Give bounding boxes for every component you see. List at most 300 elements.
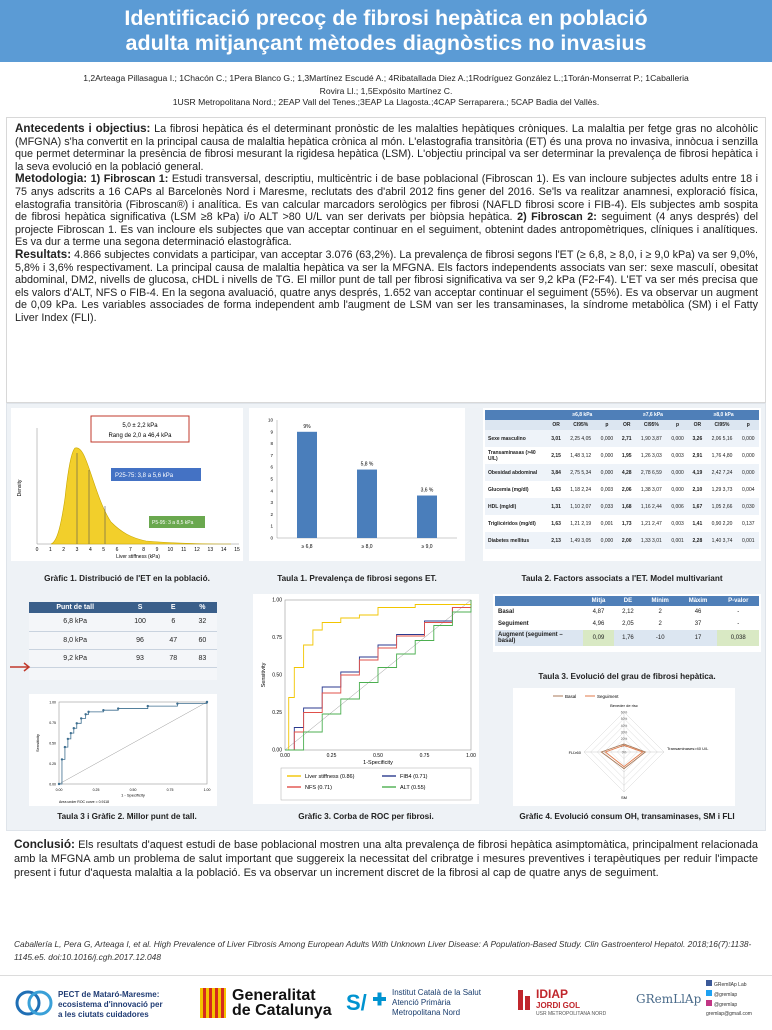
taula2-cell: 0,000 bbox=[671, 469, 684, 476]
taula2-row bbox=[485, 481, 759, 498]
roc-legend-box bbox=[281, 768, 471, 800]
roc-point bbox=[117, 707, 119, 709]
title-line-1: Identificació precoç de fibrosi hepàtica en població bbox=[124, 6, 648, 30]
taula4-header-5: P-valor bbox=[728, 598, 749, 604]
roc-point bbox=[87, 711, 89, 713]
taula2-cell: 1,95 bbox=[621, 452, 632, 459]
taula2-row-label: Glucemia (mg/dl) bbox=[488, 486, 529, 493]
taula2-cell: 1,48 3,12 bbox=[570, 452, 592, 459]
taula2-cell: 1,26 3,03 bbox=[640, 452, 662, 459]
taula4-header-4: Màxim bbox=[688, 598, 708, 604]
graf2-panel bbox=[29, 694, 217, 806]
roc-y-label: Sensitivity bbox=[261, 662, 267, 688]
taula2-sub-ci: CI95% bbox=[573, 422, 589, 428]
taula2-cell: 1,67 bbox=[692, 503, 703, 510]
roc-y-tick: 0.75 bbox=[272, 635, 282, 641]
taula4-cell: 2,12 bbox=[622, 609, 634, 615]
taula2-cell: 1,38 3,07 bbox=[640, 486, 662, 493]
bar-y-tick: 1 bbox=[270, 523, 273, 529]
bar-y-tick: 0 bbox=[270, 535, 273, 541]
taula2-caption: Taula 2. Factors associats a l'ET. Model multivariant bbox=[521, 574, 723, 583]
taula3-body bbox=[29, 613, 217, 667]
bar-data-label: 9% bbox=[303, 423, 311, 430]
graf1-x-tick: 10 bbox=[167, 547, 174, 553]
graf1-x-tick: 1 bbox=[48, 547, 52, 553]
roc-reference-line bbox=[59, 702, 207, 784]
taula2-cell: 1,73 bbox=[621, 520, 632, 527]
graf1-box-line2: Rang de 2,0 a 46,4 kPa bbox=[108, 433, 172, 439]
taula2-row bbox=[485, 532, 759, 549]
graf1-panel bbox=[11, 408, 243, 561]
twitter-icon bbox=[706, 990, 712, 996]
pect-line-3: a les ciutats cuidadores bbox=[58, 1010, 149, 1019]
graf1-x-tick: 14 bbox=[220, 547, 227, 553]
taula2-cell: 1,16 2,44 bbox=[640, 503, 662, 510]
taula2-cell: 1,63 bbox=[551, 520, 561, 527]
taula3-cell: 96 bbox=[136, 636, 144, 644]
taula2-sub-ci: CI95% bbox=[643, 422, 659, 428]
graf1-p25-label: P25-75: 3,8 a 5,6 kPa bbox=[115, 473, 174, 479]
taula2-cell: 0,000 bbox=[600, 452, 614, 459]
taula3-panel bbox=[29, 602, 217, 680]
roc-legend-label: NFS (0.71) bbox=[305, 785, 332, 791]
conclusion-text: Els resultats d'aquest estudi de base poblacional mostren una alta prevalença de fibrosi hepàtica asimptomàtica, principalment relacionada amb la MFGNA amb un problema de salut important que suggereix la necessitat del cribratge i mesures preventives i terapèutiques per reduir l'impacte present i futur d'aquesta malaltia a la població. Es va observar un increment discret de la fibrosi al cap de quatre anys de seguiment. bbox=[14, 839, 758, 879]
bar bbox=[297, 432, 317, 538]
graf1-x-tick: 7 bbox=[128, 547, 132, 553]
taula4-caption: Taula 3. Evolució del grau de fibrosi hepàtica. bbox=[538, 672, 716, 681]
roc-legend-label: Liver stiffness (0.86) bbox=[305, 774, 355, 780]
roc-point bbox=[67, 738, 69, 740]
taula4-row bbox=[495, 618, 759, 630]
taula2-cell: 2,06 bbox=[621, 486, 632, 493]
taula2-cell: 0,000 bbox=[671, 435, 684, 442]
title-line-2: adulta mitjançant mètodes diagnòstics no invasius bbox=[125, 31, 647, 55]
taula2-sub-or: OR bbox=[552, 422, 560, 428]
taula4-header-1: Mitja bbox=[591, 598, 606, 604]
taula2-cell: 2,00 bbox=[621, 537, 632, 544]
idiap-logo-text bbox=[536, 988, 606, 1019]
roc-x-label: 1-Specificity bbox=[363, 760, 393, 766]
taula2-cell: 1,21 2,47 bbox=[640, 520, 662, 527]
taula2-sub-or: OR bbox=[622, 422, 631, 428]
taula2-cell: 2,25 4,05 bbox=[570, 435, 592, 442]
graf1-y-label: Density bbox=[17, 479, 23, 497]
graf3-caption: Gràfic 3. Corba de ROC per fibrosi. bbox=[298, 812, 434, 821]
taula3-table bbox=[29, 602, 217, 668]
poster-header bbox=[0, 0, 772, 62]
taula2-cell: 4,19 bbox=[692, 469, 703, 476]
taula4-cell: -10 bbox=[655, 635, 665, 641]
graf3-roc-chart bbox=[253, 594, 479, 804]
taula2-cell: 0,137 bbox=[742, 520, 755, 527]
graf1-x-tick: 2 bbox=[62, 547, 66, 553]
graf4-caption: Gràfic 4. Evolució consum OH, transaminases, SM i FLI bbox=[519, 812, 735, 821]
roc-y-tick: 0.00 bbox=[272, 747, 282, 754]
svg-text:S/: S/ bbox=[346, 990, 367, 1015]
graf1-x-label: Liver stiffness (kPa) bbox=[116, 554, 160, 560]
authors-line-2: Rovira Ll.; 1,5Expósito Martínez C. bbox=[319, 85, 453, 96]
facebook-icon bbox=[706, 980, 712, 986]
ics-logo-icon bbox=[346, 988, 388, 1016]
taula3-cell: 8,0 kPa bbox=[63, 636, 88, 644]
taula2-sub-corner bbox=[485, 420, 547, 430]
radar-ring-label: 50% bbox=[620, 717, 628, 722]
roc-y-tick: 0.25 bbox=[49, 762, 56, 766]
idiap-line-3: USR METROPOLITANA NORD bbox=[536, 1011, 607, 1017]
social-email[interactable]: gremlap@gmail.com bbox=[706, 1011, 752, 1017]
pect-logo-text bbox=[58, 990, 163, 1020]
taula2-cell: 1,21 2,19 bbox=[570, 520, 592, 527]
graf1-x-ticks bbox=[36, 547, 240, 553]
taula2-cell: 1,31 bbox=[551, 503, 561, 510]
taula3-header-row bbox=[29, 602, 217, 613]
roc-legend-label: ALT (0.55) bbox=[400, 785, 426, 791]
taula2-cell: 1,90 3,87 bbox=[640, 435, 662, 442]
roc-x-tick: 1.00 bbox=[466, 753, 476, 759]
graf1-x-tick: 9 bbox=[155, 547, 159, 553]
taula2-cell: 0,000 bbox=[600, 469, 614, 476]
taula2-cell: 0,003 bbox=[671, 452, 684, 459]
taula2-group-2: ≥7,6 kPa bbox=[642, 412, 663, 418]
taula3-row bbox=[29, 649, 217, 667]
taula2-cell: 0,000 bbox=[742, 435, 755, 442]
taula4-panel bbox=[493, 594, 761, 652]
taula2-row bbox=[485, 515, 759, 532]
graf1-caption: Gràfic 1. Distribució de l'ET en la població. bbox=[44, 574, 210, 583]
roc-point bbox=[206, 701, 208, 703]
roc-x-tick: 0.25 bbox=[326, 753, 337, 759]
roc-y-tick: 0.00 bbox=[49, 782, 56, 787]
taula2-cell: 0,001 bbox=[671, 537, 684, 544]
methods-paragraph bbox=[15, 173, 758, 249]
taula4-cell: - bbox=[737, 621, 740, 627]
bar-y-tick: 4 bbox=[270, 488, 273, 494]
roc-x-tick: 0.00 bbox=[55, 788, 63, 792]
taula3-cell: 32 bbox=[198, 618, 207, 626]
taula2-cell: 1,41 bbox=[692, 520, 703, 527]
taula3-cell: 6 bbox=[171, 618, 176, 626]
graf1-x-tick: 4 bbox=[88, 547, 92, 553]
taula2-cell: 0,030 bbox=[742, 503, 755, 510]
taula2-cell: 3,01 bbox=[551, 435, 561, 442]
radar-legend-label: Basal bbox=[565, 694, 577, 699]
taula2-cell: 2,13 bbox=[551, 537, 561, 544]
taula3-cell: 47 bbox=[169, 636, 178, 644]
roc-x-tick: 0.00 bbox=[280, 753, 290, 759]
pect-line-1: PECT de Mataró-Maresme: bbox=[58, 990, 160, 999]
roc-point bbox=[61, 758, 63, 760]
taula2-cell: 2,10 bbox=[692, 486, 703, 493]
taula2-cell: 3,26 bbox=[692, 435, 703, 442]
authors-line-1: 1,2Arteaga Pillasagua I.; 1Chacón C.; 1Pera Blanco G.; 1,3Martínez Escudé A.; 4Ribatallada Diez A.;1Rodríguez González L.;1Torán-Monserrat P.; 1Caballeria bbox=[83, 73, 689, 83]
radar-axis-label: Beveder de risc bbox=[610, 703, 638, 708]
taula2-cell: 0,001 bbox=[742, 537, 755, 544]
graf1-box-line1: 5,0 ± 2,2 kPa bbox=[122, 423, 158, 429]
taula2-cell: 2,91 bbox=[692, 452, 703, 459]
radar-ring-label: 10% bbox=[620, 743, 628, 748]
taula4-cell: 46 bbox=[694, 609, 702, 615]
radar-ring-label: 30% bbox=[620, 730, 628, 735]
taula2-row-label: Diabetes mellitus bbox=[488, 537, 530, 544]
taula4-header-0 bbox=[495, 596, 583, 606]
roc-x-label: 1 - Specificity bbox=[121, 792, 145, 798]
ics-line-3: Metropolitana Nord bbox=[392, 1008, 461, 1017]
figures-area bbox=[6, 403, 766, 831]
graf1-x-tick: 13 bbox=[207, 547, 214, 553]
roc-x-tick: 0.25 bbox=[92, 788, 100, 792]
roc-point bbox=[73, 727, 75, 729]
ics-line-1: Institut Català de la Salut bbox=[392, 988, 481, 997]
taula2-sub-p: p bbox=[746, 422, 750, 428]
roc-point bbox=[76, 722, 78, 724]
methods-fibroscan1-heading: 1) Fibroscan 1: bbox=[87, 173, 169, 186]
roc-x-tick: 0.50 bbox=[129, 788, 137, 792]
taula2-panel bbox=[483, 408, 761, 561]
social-instagram[interactable]: @gremlap bbox=[706, 1000, 752, 1010]
graf1-x-tick: 15 bbox=[234, 547, 240, 553]
graf1-density-chart bbox=[11, 408, 243, 561]
taula3-header-s: S bbox=[137, 604, 143, 611]
poster-title bbox=[8, 6, 764, 56]
taula2-cell: 2,42 7,24 bbox=[711, 469, 733, 476]
bar-y-tick: 8 bbox=[270, 441, 273, 447]
abstract-box bbox=[6, 117, 766, 403]
taula2-row bbox=[485, 498, 759, 515]
generalitat-logo-text bbox=[232, 988, 332, 1018]
taula2-sub-or: OR bbox=[693, 422, 702, 428]
social-links bbox=[706, 980, 752, 1019]
roc-y-tick: 0.25 bbox=[272, 710, 282, 716]
taula2-cell: 2,71 bbox=[621, 435, 632, 442]
taula1-panel bbox=[249, 408, 465, 561]
taula4-header-2: DE bbox=[623, 598, 633, 604]
graf4-radar-chart bbox=[513, 688, 735, 806]
bar bbox=[417, 496, 437, 538]
bar-y-tick: 7 bbox=[270, 452, 273, 458]
idiap-line-1: IDIAP bbox=[536, 987, 569, 1001]
taula2-row bbox=[485, 464, 759, 481]
graf1-density-curve bbox=[51, 448, 231, 544]
taula2-cell: 2,75 5,34 bbox=[570, 469, 592, 476]
taula4-cell: - bbox=[737, 609, 740, 615]
taula4-cell: 1,76 bbox=[622, 635, 634, 641]
roc-point bbox=[58, 783, 60, 785]
taula4-cell: 4,87 bbox=[592, 609, 605, 615]
roc2-auc-note: Area under ROC curve = 0.9118 bbox=[59, 800, 110, 804]
radar-ring-label: 40% bbox=[620, 723, 628, 728]
taula2-row bbox=[485, 430, 759, 447]
generalitat-line-2: de Catalunya bbox=[232, 1002, 332, 1019]
taula2-row-label: HDL (mg/dl) bbox=[488, 503, 517, 510]
ics-logo bbox=[346, 988, 481, 1018]
roc-point bbox=[102, 709, 104, 711]
taula2-cell: 0,003 bbox=[671, 520, 684, 527]
roc-x-tick: 0.75 bbox=[419, 753, 430, 759]
gremlap-logo: GRemLlAp bbox=[636, 992, 702, 1006]
results-heading: Resultats: bbox=[15, 247, 72, 261]
roc-y-label: Sensitivity bbox=[35, 733, 40, 753]
graf1-p5-label: P5-95: 3 a 8,5 kPa bbox=[152, 520, 194, 526]
arrow-icon bbox=[9, 662, 31, 672]
taula3-cell: 6,8 kPa bbox=[63, 618, 88, 626]
graf1-x-tick: 6 bbox=[115, 547, 119, 553]
taula2-cell: 1,29 3,73 bbox=[711, 486, 733, 493]
conclusion-heading: Conclusió: bbox=[14, 837, 75, 851]
generalitat-flag-icon bbox=[200, 988, 226, 1018]
taula2-table bbox=[485, 410, 759, 549]
bar-category-label: ≥ 9,0 bbox=[421, 544, 433, 550]
taula3-row bbox=[29, 613, 217, 631]
radar-legend-label: Seguiment bbox=[597, 694, 619, 699]
radar-ring-label: 0% bbox=[621, 750, 627, 755]
taula2-row-label: Obesidad abdominal bbox=[488, 469, 538, 476]
bar-y-tick: 10 bbox=[267, 417, 273, 423]
idiap-logo-icon bbox=[518, 988, 532, 1012]
pect-logo-icon bbox=[14, 988, 54, 1018]
roc-legend-label: FIB4 (0.71) bbox=[400, 774, 428, 780]
taula2-sub-row bbox=[485, 420, 759, 430]
taula2-cell: 0,000 bbox=[671, 486, 684, 493]
generalitat-logo bbox=[200, 988, 332, 1018]
bar-y-tick: 3 bbox=[270, 500, 273, 506]
graf1-x-tick: 5 bbox=[102, 547, 106, 553]
generalitat-line-1: Generalitat bbox=[232, 987, 316, 1004]
taula2-cell: 1,49 3,05 bbox=[570, 537, 592, 544]
results-paragraph bbox=[15, 249, 758, 325]
roc-point bbox=[176, 702, 178, 704]
bar bbox=[357, 470, 377, 538]
radar-axis-label: FLI≥60 bbox=[568, 750, 581, 755]
taula2-cell: 2,15 bbox=[551, 452, 561, 459]
taula2-sub-ci: CI95% bbox=[714, 422, 730, 428]
taula2-cell: 0,000 bbox=[742, 452, 755, 459]
taula4-cell: Basal bbox=[498, 609, 515, 615]
taula2-cell: 1,18 2,24 bbox=[570, 486, 592, 493]
conclusion bbox=[6, 835, 766, 883]
taula2-cell: 1,10 2,07 bbox=[570, 503, 592, 510]
taula4-cell: 2 bbox=[658, 621, 662, 627]
taula2-cell: 0,006 bbox=[671, 503, 684, 510]
taula3-row bbox=[29, 631, 217, 649]
taula2-row-label: Transaminasas (>40 U/L) bbox=[488, 449, 536, 462]
bar-y-tick: 5 bbox=[270, 476, 273, 482]
radar-ring-label: 20% bbox=[620, 737, 628, 742]
idiap-logo bbox=[518, 988, 606, 1019]
roc-point bbox=[84, 713, 86, 715]
radar-axis-label: Transaminases>40 U/L bbox=[667, 746, 709, 751]
bar-category-label: ≥ 6,8 bbox=[301, 544, 313, 550]
pect-logo bbox=[14, 988, 163, 1020]
background-heading: Antecedents i objectius: bbox=[15, 122, 151, 135]
roc-y-tick: 0.75 bbox=[49, 721, 56, 725]
bar-category-label: ≥ 8,0 bbox=[361, 544, 373, 550]
roc-x-tick: 1.00 bbox=[203, 788, 211, 792]
taula2-cell: 0,90 2,20 bbox=[711, 520, 733, 527]
graf4-panel bbox=[513, 688, 735, 806]
pect-line-2: ecosistema d'innovació per bbox=[58, 1000, 163, 1009]
radar-ring-label: 60% bbox=[620, 710, 628, 715]
taula2-cell: 2,06 5,16 bbox=[711, 435, 733, 442]
graf1-x-tick: 0 bbox=[35, 547, 39, 553]
bar-data-label: 3,6 % bbox=[420, 487, 434, 494]
methods-fibroscan2-text: seguiment (4 anys després) del projecte Fibroscan 1. Es van incloure els subjectes que van acceptar continuar en el seguiment, obtenint dades antropomètriques, clíniques i analítiques. Es va dur a terme una segona determinació elastogràfica. bbox=[15, 211, 759, 249]
taula2-cell: 3,84 bbox=[551, 469, 561, 476]
taula4-cell: Augment (seguiment – basal) bbox=[498, 632, 563, 644]
footer-logos bbox=[0, 975, 772, 1030]
roc-x-tick: 0.75 bbox=[166, 788, 174, 792]
taula2-cell: 0,004 bbox=[742, 486, 755, 493]
background-paragraph bbox=[15, 123, 758, 173]
taula2-sub-p: p bbox=[676, 422, 680, 428]
taula3-header-cut: Punt de tall bbox=[56, 604, 95, 611]
taula4-cell: 4,96 bbox=[592, 621, 605, 627]
taula2-group-1: ≥6,8 kPa bbox=[572, 412, 593, 418]
roc-y-tick: 0.50 bbox=[272, 672, 282, 679]
taula2-sub-p: p bbox=[605, 422, 609, 428]
taula3-cell: 78 bbox=[169, 654, 178, 662]
taula4-cell: Seguiment bbox=[498, 621, 529, 627]
radar-axis-label: SM bbox=[621, 795, 627, 800]
taula2-row-label: Sexe masculino bbox=[488, 435, 526, 442]
graf3-panel bbox=[253, 594, 479, 804]
taula3-cell: 93 bbox=[136, 654, 144, 662]
bar-y-tick: 2 bbox=[270, 511, 273, 517]
bar-data-label: 5,8 % bbox=[360, 461, 374, 468]
bar-y-tick: 6 bbox=[270, 464, 273, 470]
roc-point bbox=[147, 705, 149, 707]
methods-fibroscan1-text: Estudi transversal, descriptiu, multicèntric i de base poblacional (Fibroscan 1). Es van incloure subjectes adults entre 18 i 75 anys adscrits a 16 CAPs al Barcelonès Nord i Maresme, reclutats des d'abril 2012 fins gener del 2016. Se'ls va realitzar anamnesi, exploració física, elastografia transitòria (Fibroscan®) i analítica. Es van calcular marcadors serològics per fibrosi (NAFLD fibrosi score i FIB-4). Els subjectes amb sospita de fibrosi hepàtica significativa (LSM ≥8 kPa) i/o ALT >80 U/L van ser derivats per biòpsia hepàtica. bbox=[15, 173, 759, 224]
methods-fibroscan2-heading: 2) Fibroscan 2: bbox=[512, 211, 597, 224]
taula4-header-3: Mínim bbox=[651, 598, 669, 604]
taula2-body bbox=[485, 430, 759, 549]
roc-point bbox=[80, 717, 82, 719]
taula2-cell: 1,40 3,74 bbox=[711, 537, 733, 544]
taula1-bar-chart bbox=[249, 408, 465, 561]
taula4-body bbox=[495, 606, 759, 646]
social-twitter[interactable]: @gremlap bbox=[706, 990, 752, 1000]
taula2-cell: 0,003 bbox=[600, 486, 614, 493]
taula2-group-row bbox=[485, 410, 759, 420]
taula2-cell: 4,28 bbox=[621, 469, 632, 476]
roc-point bbox=[64, 746, 66, 748]
taula2-corner bbox=[485, 410, 547, 420]
taula2-group-3: ≥8,0 kPa bbox=[713, 412, 734, 418]
taula3-header-e: E bbox=[170, 604, 176, 611]
taula2-cell: 1,68 bbox=[621, 503, 632, 510]
background-text: La fibrosi hepàtica és el determinant pronòstic de les malalties hepàtiques cròniques. La malaltia per fetge gras no alcohòlic (MFGNA) s'ha convertit en la principal causa de malaltia hepàtica crònica al món. L'elastografia transitòria (ET) és una prova no invasiva, innòcua i senzilla que permet determinar la presència de fibrosi mesurant la rigidesa hepàtica (LSM). L'objectiu principal va ser determinar la prevalença de fibrosi hepàtica i la seva evolució en la població general. bbox=[15, 123, 759, 173]
taula1-caption: Taula 1. Prevalença de fibrosi segons ET. bbox=[277, 574, 437, 583]
authors bbox=[14, 72, 758, 97]
taula2-cell: 0,000 bbox=[742, 469, 755, 476]
taula2-cell: 2,28 bbox=[692, 537, 703, 544]
taula3-caption: Taula 3 i Gràfic 2. Millor punt de tall. bbox=[57, 812, 197, 821]
taula2-cell: 2,78 6,59 bbox=[640, 469, 662, 476]
taula4-cell: 0,09 bbox=[583, 630, 614, 646]
graf1-x-tick: 8 bbox=[142, 547, 146, 553]
taula2-cell: 0,000 bbox=[600, 537, 614, 544]
graf1-x-tick: 3 bbox=[75, 547, 79, 553]
ics-line-2: Atenció Primària bbox=[392, 998, 451, 1007]
taula2-cell: 0,001 bbox=[600, 520, 614, 527]
reference: Caballería L, Pera G, Arteaga I, et al. High Prevalence of Liver Fibrosis Among European Adults With Unknown Liver Disease: A Population-Based Study. Clin Gastroenterol Hepatol. 2018;16(7):1138-1145.e5. doi:10.1016/j.cgh.2017.12.048 bbox=[14, 939, 752, 962]
taula2-cell: 1,76 4,80 bbox=[711, 452, 733, 459]
taula2-cell: 1,05 2,66 bbox=[711, 503, 733, 510]
taula3-header-pct: % bbox=[199, 604, 206, 611]
instagram-icon bbox=[706, 1000, 712, 1006]
social-lab[interactable]: GRemllAp Lab bbox=[706, 980, 752, 990]
taula2-cell: 0,033 bbox=[600, 503, 614, 510]
taula4-row bbox=[495, 606, 759, 618]
